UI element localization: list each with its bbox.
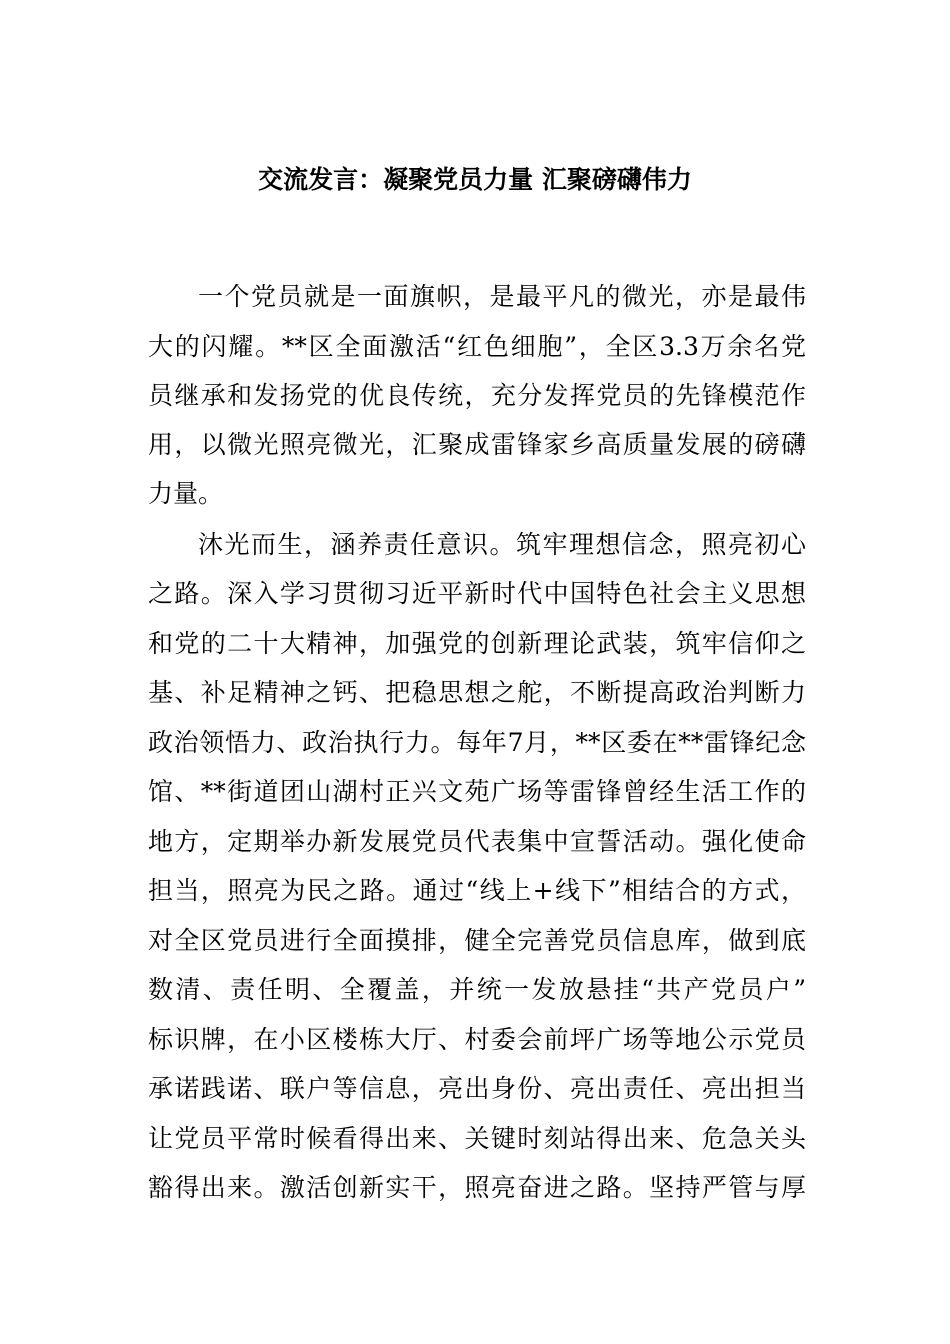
text-line: 沐光而生，涵养责任意识。筑牢理想信念，照亮初心 <box>198 530 806 559</box>
text-line: 让党员平常时候看得出来、关键时刻站得出来、危急关头 <box>148 1124 806 1153</box>
text-line: 对全区党员进行全面摸排，健全完善党员信息库，做到底 <box>148 926 806 955</box>
text-line: 馆、**街道团山湖村正兴文苑广场等雷锋曾经生活工作的 <box>148 777 806 806</box>
text-line: 力量。 <box>148 479 224 508</box>
text-line: 之路。深入学习贯彻习近平新时代中国特色社会主义思想 <box>148 579 806 608</box>
document-title: 交流发言：凝聚党员力量 汇聚磅礴伟力 <box>258 165 692 194</box>
text-line: 一个党员就是一面旗帜，是最平凡的微光，亦是最伟 <box>198 282 806 311</box>
text-line: 数清、责任明、全覆盖，并统一发放悬挂“共产党员户” <box>148 975 806 1004</box>
text-line: 用，以微光照亮微光，汇聚成雷锋家乡高质量发展的磅礴 <box>148 430 806 459</box>
text-line: 员继承和发扬党的优良传统，充分发挥党员的先锋模范作 <box>148 381 806 410</box>
text-line: 和党的二十大精神，加强党的创新理论武装，筑牢信仰之 <box>148 629 806 658</box>
text-line: 担当，照亮为民之路。通过“线上+线下”相结合的方式， <box>148 876 806 905</box>
text-line: 地方，定期举办新发展党员代表集中宣誓活动。强化使命 <box>148 827 806 856</box>
text-line: 标识牌，在小区楼栋大厅、村委会前坪广场等地公示党员 <box>148 1025 806 1054</box>
text-line: 大的闪耀。**区全面激活“红色细胞”，全区3.3万余名党 <box>148 332 806 361</box>
text-line: 豁得出来。激活创新实干，照亮奋进之路。坚持严管与厚 <box>148 1173 806 1202</box>
text-line: 基、补足精神之钙、把稳思想之舵，不断提高政治判断力 <box>148 678 806 707</box>
text-line: 承诺践诺、联户等信息，亮出身份、亮出责任、亮出担当 <box>148 1074 806 1103</box>
text-line: 政治领悟力、政治执行力。每年7月，**区委在**雷锋纪念 <box>148 728 806 757</box>
